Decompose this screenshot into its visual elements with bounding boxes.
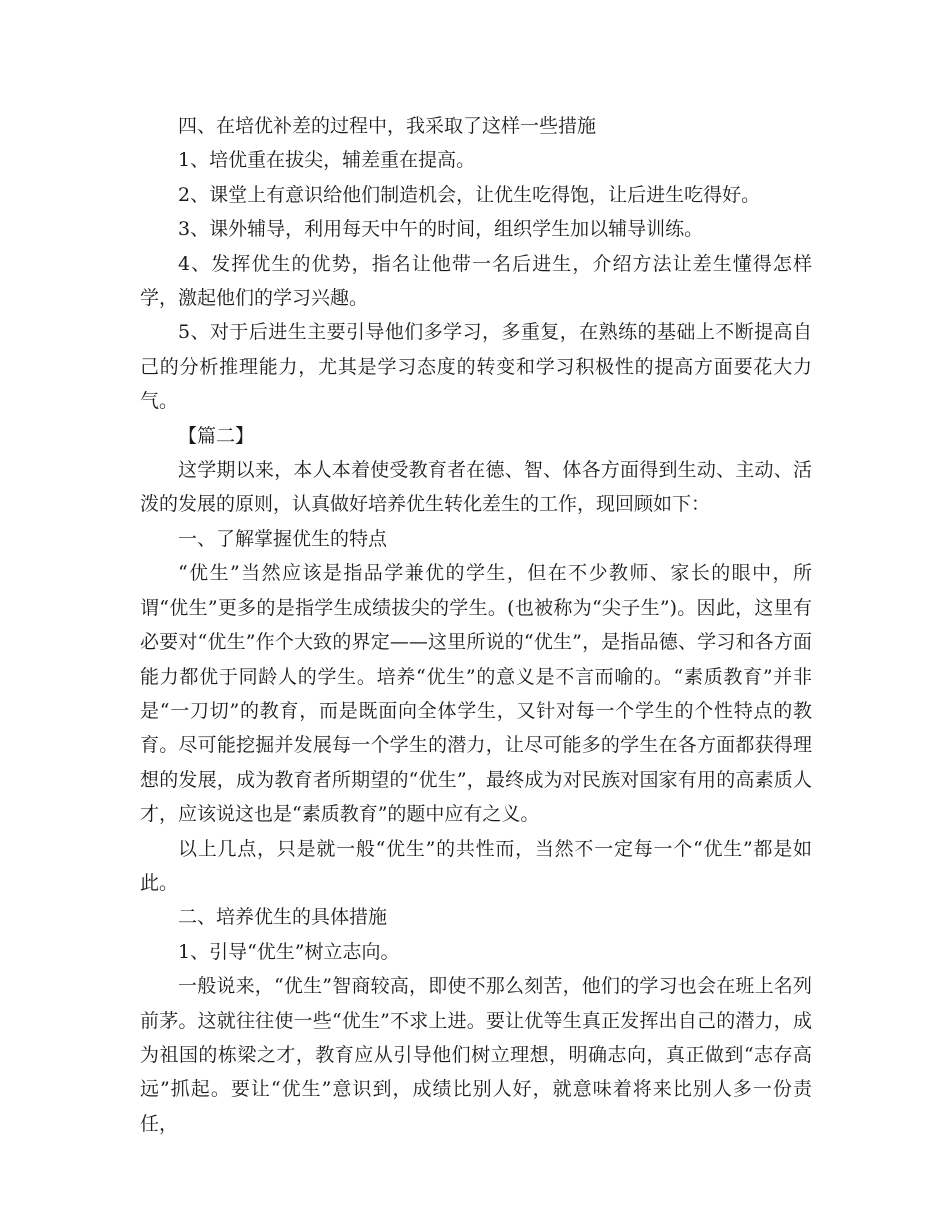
section-heading-measures: 四、在培优补差的过程中，我采取了这样一些措施 [178, 115, 597, 137]
section-heading: 一、了解掌握优生的特点 [178, 527, 388, 550]
body-paragraph: “优生”当然应该是指品学兼优的学生，但在不少教师、家长的眼中，所谓“优生”更多的是指学生成绩拔尖的学生。(也被称为“尖子生”)。因此，这里有必要对“优生”作个大致的界定——这里所说的“优生”，是指品德、学习和各方面能力都优于同龄人的学生。培养“优生”的意义是不言而喻的。“素质教育”并非是“一刀切”的教育，而是既面向全体学生，又针对每一个学生的个性特点的教育。尽可能挖掘并发展每一个学生的潜力，让尽可能多的学生在各方面都获得理想的发展，成为教育者所期望的“优生”，最终成为对民族对国家有用的高素质人才，应该说这也是“素质教育”的题中应有之义。 [140, 562, 812, 826]
part-heading: 【篇二】 [178, 424, 255, 447]
list-item: 2、课堂上有意识给他们制造机会，让优生吃得饱，让后进生吃得好。 [178, 183, 761, 206]
body-paragraph: 这学期以来，本人本着使受教育者在德、智、体各方面得到生动、主动、活泼的发展的原则，认真做好培养优生转化差生的工作，现回顾如下： [140, 459, 812, 516]
list-item: 1、引导“优生”树立志向。 [178, 940, 400, 963]
body-paragraph: 以上几点，只是就一般“优生”的共性而，当然不一定每一个“优生”都是如此。 [140, 837, 812, 894]
list-item: 4、发挥优生的优势，指名让他带一名后进生，介绍方法让差生懂得怎样学，激起他们的学习兴趣。 [140, 252, 812, 310]
list-item: 1、培优重在拔尖，辅差重在提高。 [178, 149, 476, 172]
document-body [140, 109, 812, 1141]
list-item: 3、课外辅导，利用每天中午的时间，组织学生加以辅导训练。 [178, 218, 704, 241]
body-paragraph: 一般说来，“优生”智商较高，即使不那么刻苦，他们的学习也会在班上名列前茅。这就往往使一些“优生”不求上进。要让优等生真正发挥出自己的潜力，成为祖国的栋梁之才，教育应从引导他们树立理想，明确志向，真正做到“志存高远”抓起。要让“优生”意识到，成绩比别人好，就意味着将来比别人多一份责任， [140, 975, 812, 1135]
section-heading: 二、培养优生的具体措施 [178, 906, 388, 929]
list-item: 5、对于后进生主要引导他们多学习，多重复，在熟练的基础上不断提高自己的分析推理能力，尤其是学习态度的转变和学习积极性的提高方面要花大力气。 [140, 321, 812, 413]
